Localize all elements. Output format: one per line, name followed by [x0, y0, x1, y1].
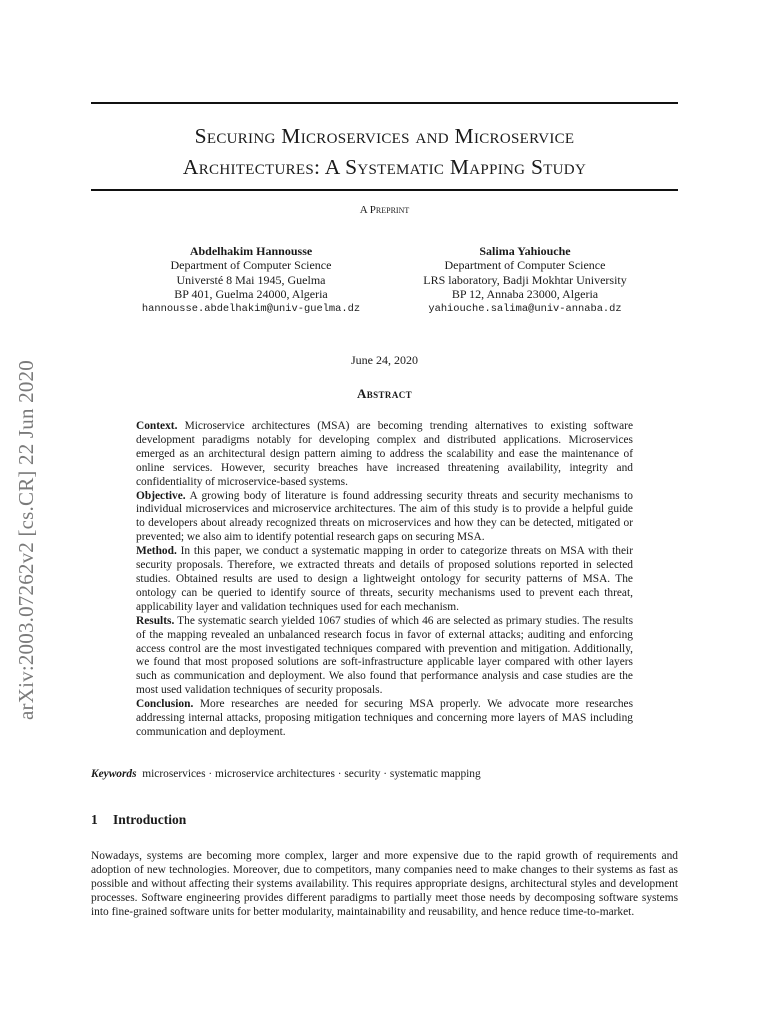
- author-department: Department of Computer Science: [170, 258, 332, 273]
- section-title: Introduction: [113, 812, 187, 827]
- abstract-label: Method.: [136, 545, 177, 558]
- keywords-list: microservices · microservice architectures · security · systematic mapping: [142, 768, 481, 780]
- title-top-rule: [91, 102, 678, 104]
- preprint-label: A Preprint: [359, 204, 410, 216]
- author-block-2: [380, 244, 670, 316]
- abstract-paragraph-conclusion: [136, 698, 633, 740]
- introduction-body: [91, 850, 678, 920]
- abstract-text: The systematic search yielded 1067 studies of which 46 are selected as primary studies. The results of the mapping revealed an unbalanced research focus in favor of external attacks; auditing and enforcing access control are the most investigated techniques compared with prevention and mitigation. Additionally, we found that most proposed solutions are soft-infrastructure applicable layer compared with other layers such as communication and deployment. We also found that performance analysis and case studies are the most used validation techniques of security proposals.: [136, 614, 633, 697]
- title-line-2: Architectures: A Systematic Mapping Study: [182, 155, 587, 179]
- abstract-paragraph-context: [136, 420, 633, 490]
- abstract-paragraph-method: [136, 545, 633, 615]
- abstract-label: Context.: [136, 420, 178, 432]
- arxiv-identifier: arXiv:2003.07262v2 [cs.CR] 22 Jun 2020: [14, 360, 38, 720]
- abstract-text: In this paper, we conduct a systematic mapping in order to categorize threats on MSA with their security proposals. Therefore, we extracted threats and details of proposed solutions reported in selected studies. Obtained results are used to design a lightweight ontology for security patterns of MSA. The ontology can be queried to identify source of threats, security mechanisms used to prevent each threat, applicability layer and validation techniques used for each mechanism.: [136, 545, 633, 613]
- publication-date: June 24, 2020: [351, 353, 418, 367]
- abstract-text: Microservice architectures (MSA) are becoming trending alternatives to existing software development paradigms notably for developing complex and distributed applications. Microservices emerged as an architectural design pattern aiming to address the scalability and ease the maintenance of online services. However, security breaches have increased threatening availability, integrity and confidentiality of microservice-based systems.: [136, 420, 633, 488]
- abstract-label: Results.: [136, 614, 175, 627]
- keywords-line: [91, 768, 678, 780]
- title-bottom-rule: [91, 189, 678, 191]
- abstract-text: A growing body of literature is found addressing security threats and security mechanisms to individual microservices and microservice architectures. The aim of this study is to provide a helpful guide to developers about already recognized threats on microservices and how they can be detected, mitigated or prevented; we also aim to identify potential research gaps on securing MSA.: [136, 489, 633, 544]
- author-affiliation: LRS laboratory, Badji Mokhtar University: [423, 272, 627, 287]
- abstract-label: Objective.: [136, 489, 186, 502]
- abstract-label: Conclusion.: [136, 698, 194, 711]
- section-heading-introduction: [91, 812, 186, 828]
- abstract-text: More researches are needed for securing MSA properly. We advocate more researches addressing internal attacks, proposing mitigation techniques and concerning more layers of MAS including communication and deployment.: [136, 698, 633, 738]
- author-name: Abdelhakim Hannousse: [189, 244, 313, 258]
- author-address: BP 401, Guelma 24000, Algeria: [174, 287, 328, 302]
- abstract-paragraph-results: [136, 615, 633, 698]
- abstract-body: [136, 420, 633, 740]
- author-department: Department of Computer Science: [444, 258, 606, 273]
- author-address: BP 12, Annaba 23000, Algeria: [451, 287, 599, 302]
- keywords-label: Keywords: [91, 768, 137, 780]
- title-line-1: Securing Microservices and Microservice: [194, 124, 575, 148]
- paper-title: [91, 121, 678, 183]
- section-number: 1: [91, 812, 98, 827]
- abstract-paragraph-objective: [136, 490, 633, 546]
- author-affiliation: Universté 8 Mai 1945, Guelma: [176, 272, 326, 287]
- author-name: Salima Yahiouche: [479, 244, 571, 258]
- introduction-paragraph: Nowadays, systems are becoming more complex, larger and more expensive due to the rapid growth of requirements and adoption of new technologies. Moreover, due to competitors, many companies need to make changes to their systems as fast as possible and without affecting their systems availability. This requires appropriate designs, architectural styles and development processes. Software engineering provides different paradigms to partially meet those needs by decomposing software systems into fine-grained software units for better modularity, maintainability and reusability, and hence reduce time-to-market.: [91, 850, 678, 918]
- author-email[interactable]: hannousse.abdelhakim@univ-guelma.dz: [141, 302, 361, 315]
- author-email[interactable]: yahiouche.salima@univ-annaba.dz: [428, 302, 622, 315]
- abstract-heading: Abstract: [356, 386, 413, 401]
- author-block-1: [106, 244, 396, 316]
